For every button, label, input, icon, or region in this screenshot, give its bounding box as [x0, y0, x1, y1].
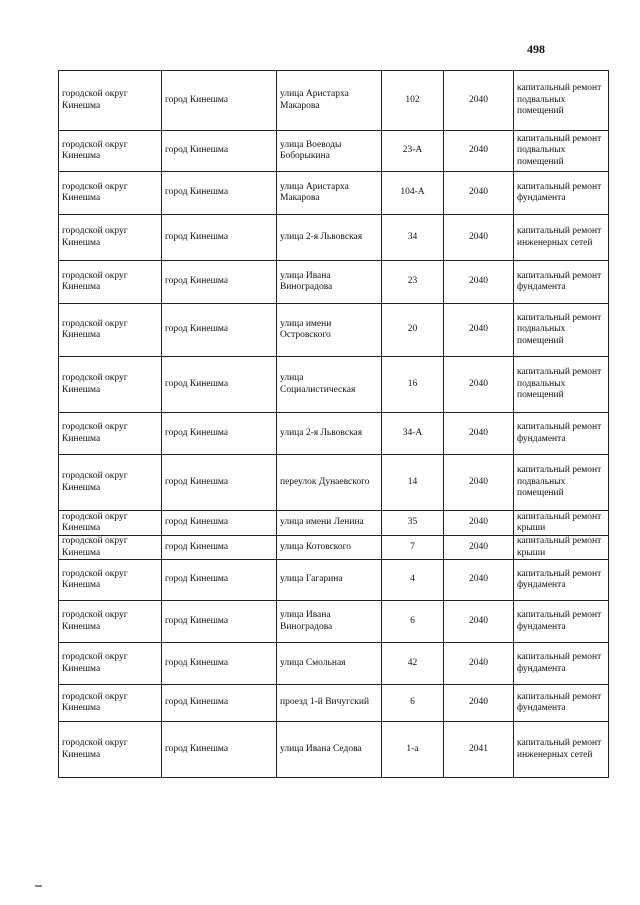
city-cell: город Кинешма [162, 131, 277, 172]
table-row [59, 215, 609, 261]
year-cell: 2040 [444, 215, 514, 261]
table-row [59, 357, 609, 413]
table-row [59, 643, 609, 685]
city-cell: город Кинешма [162, 722, 277, 778]
city-cell: город Кинешма [162, 304, 277, 357]
house-number-cell: 34 [382, 215, 444, 261]
city-cell: город Кинешма [162, 71, 277, 131]
city-cell: город Кинешма [162, 685, 277, 722]
house-number-cell: 4 [382, 560, 444, 601]
house-number-cell: 20 [382, 304, 444, 357]
district-cell: городской округ Кинешма [59, 536, 162, 560]
scan-artifact-mark [35, 885, 42, 887]
table-row [59, 261, 609, 304]
house-number-cell: 35 [382, 511, 444, 536]
street-cell: улица имени Ленина [277, 511, 382, 536]
work-type-cell: капитальный ремонт подвальных помещений [514, 455, 609, 511]
year-cell: 2040 [444, 455, 514, 511]
table-row [59, 722, 609, 778]
district-cell: городской округ Кинешма [59, 685, 162, 722]
house-number-cell: 1-а [382, 722, 444, 778]
table-row [59, 601, 609, 643]
work-type-cell: капитальный ремонт фундамента [514, 560, 609, 601]
table-row [59, 172, 609, 215]
house-number-cell: 102 [382, 71, 444, 131]
year-cell: 2040 [444, 172, 514, 215]
district-cell: городской округ Кинешма [59, 215, 162, 261]
work-type-cell: капитальный ремонт подвальных помещений [514, 131, 609, 172]
city-cell: город Кинешма [162, 357, 277, 413]
city-cell: город Кинешма [162, 261, 277, 304]
year-cell: 2040 [444, 560, 514, 601]
district-cell: городской округ Кинешма [59, 601, 162, 643]
street-cell: улица Аристарха Макарова [277, 172, 382, 215]
table-row [59, 455, 609, 511]
street-cell: улица Социалистическая [277, 357, 382, 413]
street-cell: улица Аристарха Макарова [277, 71, 382, 131]
work-type-cell: капитальный ремонт фундамента [514, 261, 609, 304]
table-row [59, 71, 609, 131]
house-number-cell: 6 [382, 685, 444, 722]
district-cell: городской округ Кинешма [59, 511, 162, 536]
house-number-cell: 34-А [382, 413, 444, 455]
street-cell: улица Котовского [277, 536, 382, 560]
work-type-cell: капитальный ремонт подвальных помещений [514, 71, 609, 131]
house-number-cell: 16 [382, 357, 444, 413]
work-type-cell: капитальный ремонт фундамента [514, 643, 609, 685]
year-cell: 2040 [444, 511, 514, 536]
work-type-cell: капитальный ремонт фундамента [514, 685, 609, 722]
year-cell: 2041 [444, 722, 514, 778]
work-type-cell: капитальный ремонт подвальных помещений [514, 357, 609, 413]
page-number: 498 [527, 42, 545, 56]
house-number-cell: 7 [382, 536, 444, 560]
street-cell: улица 2-я Львовская [277, 413, 382, 455]
street-cell: улица Гагарина [277, 560, 382, 601]
street-cell: улица имени Островского [277, 304, 382, 357]
table-row [59, 511, 609, 536]
year-cell: 2040 [444, 304, 514, 357]
year-cell: 2040 [444, 536, 514, 560]
year-cell: 2040 [444, 685, 514, 722]
district-cell: городской округ Кинешма [59, 643, 162, 685]
city-cell: город Кинешма [162, 172, 277, 215]
work-type-cell: капитальный ремонт крыши [514, 511, 609, 536]
city-cell: город Кинешма [162, 455, 277, 511]
street-cell: переулок Дунаевского [277, 455, 382, 511]
district-cell: городской округ Кинешма [59, 304, 162, 357]
street-cell: улица Воеводы Боборыкина [277, 131, 382, 172]
year-cell: 2040 [444, 601, 514, 643]
work-type-cell: капитальный ремонт фундамента [514, 413, 609, 455]
year-cell: 2040 [444, 643, 514, 685]
work-type-cell: капитальный ремонт подвальных помещений [514, 304, 609, 357]
city-cell: город Кинешма [162, 215, 277, 261]
city-cell: город Кинешма [162, 536, 277, 560]
table-row [59, 685, 609, 722]
city-cell: город Кинешма [162, 560, 277, 601]
year-cell: 2040 [444, 413, 514, 455]
district-cell: городской округ Кинешма [59, 172, 162, 215]
house-number-cell: 14 [382, 455, 444, 511]
district-cell: городской округ Кинешма [59, 455, 162, 511]
house-number-cell: 23 [382, 261, 444, 304]
district-cell: городской округ Кинешма [59, 560, 162, 601]
house-number-cell: 23-А [382, 131, 444, 172]
street-cell: проезд 1-й Вичугский [277, 685, 382, 722]
table-row [59, 131, 609, 172]
work-type-cell: капитальный ремонт крыши [514, 536, 609, 560]
district-cell: городской округ Кинешма [59, 71, 162, 131]
city-cell: город Кинешма [162, 413, 277, 455]
table-row [59, 304, 609, 357]
repair-schedule-table [58, 70, 609, 778]
house-number-cell: 104-А [382, 172, 444, 215]
district-cell: городской округ Кинешма [59, 357, 162, 413]
city-cell: город Кинешма [162, 511, 277, 536]
city-cell: город Кинешма [162, 601, 277, 643]
table-row [59, 536, 609, 560]
table-row [59, 413, 609, 455]
street-cell: улица Ивана Виноградова [277, 601, 382, 643]
work-type-cell: капитальный ремонт фундамента [514, 601, 609, 643]
district-cell: городской округ Кинешма [59, 261, 162, 304]
district-cell: городской округ Кинешма [59, 722, 162, 778]
year-cell: 2040 [444, 357, 514, 413]
work-type-cell: капитальный ремонт инженерных сетей [514, 722, 609, 778]
year-cell: 2040 [444, 71, 514, 131]
house-number-cell: 6 [382, 601, 444, 643]
street-cell: улица Ивана Виноградова [277, 261, 382, 304]
year-cell: 2040 [444, 131, 514, 172]
district-cell: городской округ Кинешма [59, 413, 162, 455]
street-cell: улица Ивана Седова [277, 722, 382, 778]
district-cell: городской округ Кинешма [59, 131, 162, 172]
street-cell: улица Смольная [277, 643, 382, 685]
street-cell: улица 2-я Львовская [277, 215, 382, 261]
work-type-cell: капитальный ремонт фундамента [514, 172, 609, 215]
table-row [59, 560, 609, 601]
house-number-cell: 42 [382, 643, 444, 685]
work-type-cell: капитальный ремонт инженерных сетей [514, 215, 609, 261]
city-cell: город Кинешма [162, 643, 277, 685]
year-cell: 2040 [444, 261, 514, 304]
